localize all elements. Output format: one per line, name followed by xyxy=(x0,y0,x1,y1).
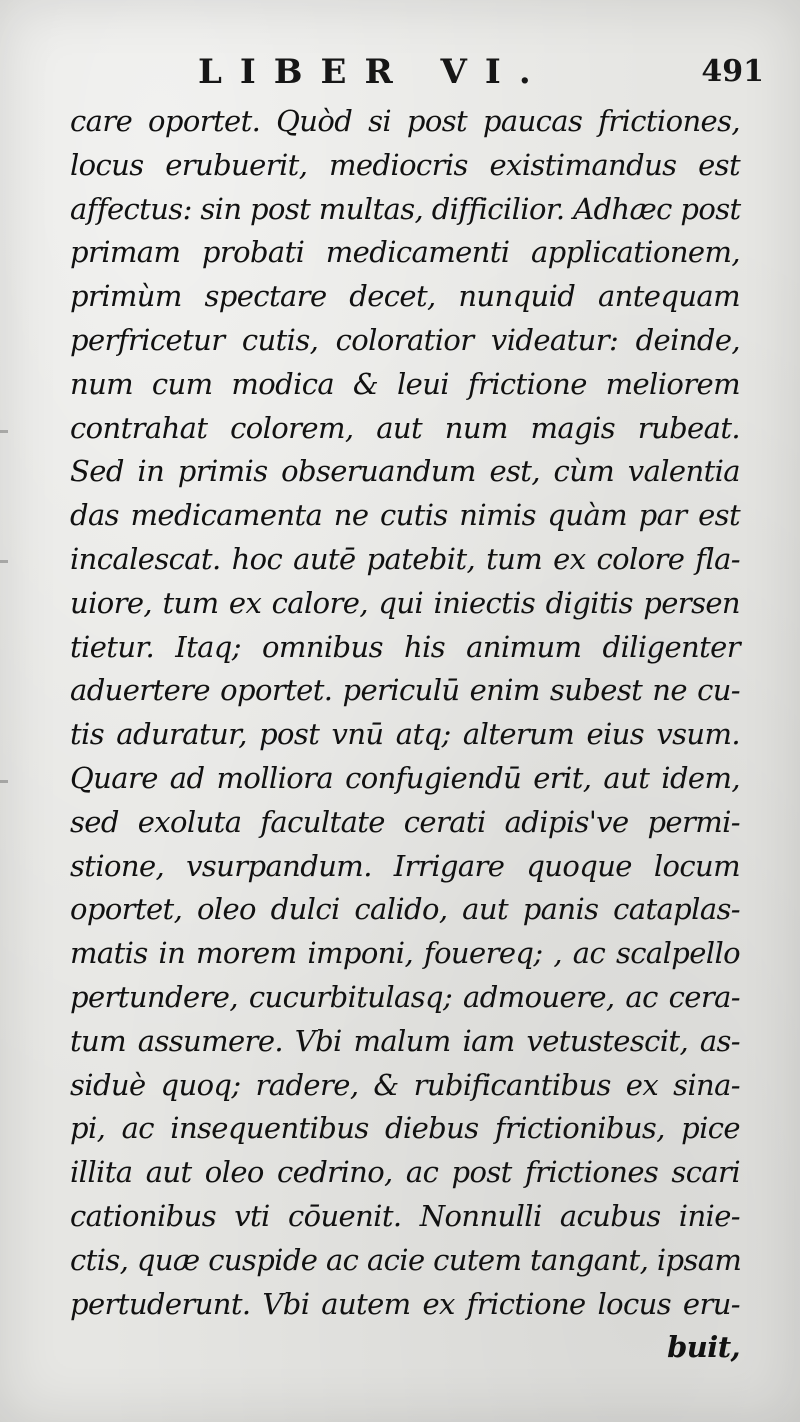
text-line: sed exoluta facultate cerati adipis've permi- xyxy=(70,804,740,839)
text-line: care oportet. Quòd si post paucas frictiones, xyxy=(70,104,740,138)
text-line: oportet, oleo dulci calido, aut panis cataplas- xyxy=(70,892,740,927)
catchword: buit, xyxy=(667,1330,740,1365)
text-line: num cum modica & leui frictione meliorem xyxy=(70,366,740,401)
text-line: stione, vsurpandum. Irrigare quoque locum xyxy=(70,848,740,883)
text-line: locus erubuerit, mediocris existimandus est xyxy=(70,147,740,182)
text-line: pertundere, cucurbitulasq; admouere, ac cera- xyxy=(70,979,740,1014)
running-head xyxy=(0,52,800,92)
text-line: pertuderunt. Vbi autem ex frictione locus eru- xyxy=(70,1286,740,1321)
text-line: incalescat. hoc autē patebit, tum ex colore fla- xyxy=(70,541,740,576)
page-number: 491 xyxy=(701,54,764,89)
text-line: affectus: sin post multas, difficilior. Adhæc post xyxy=(70,191,741,226)
text-line: contrahat colorem, aut num magis rubeat. xyxy=(70,410,740,445)
body-text xyxy=(70,100,740,1370)
text-line: Quare ad molliora confugiendū erit, aut idem, xyxy=(70,760,740,795)
text-line: perfricetur cutis, coloratior videatur: deinde, xyxy=(70,322,740,357)
text-line: cationibus vti cōuenit. Nonnulli acubus inie- xyxy=(70,1198,740,1233)
margin-mark xyxy=(0,560,8,563)
text-line: primùm spectare decet, nunquid antequam xyxy=(70,279,740,314)
text-line: illita aut oleo cedrino, ac post frictiones scari xyxy=(70,1155,740,1190)
text-line: siduè quoq; radere, & rubificantibus ex sina- xyxy=(70,1067,740,1102)
text-line: Sed in primis obseruandum est, cùm valentia xyxy=(70,454,740,489)
text-line: pi, ac insequentibus diebus frictionibus, pice xyxy=(70,1111,740,1146)
running-title: LIBER VI. xyxy=(198,52,549,92)
text-line: aduertere oportet. periculū enim subest ne cu- xyxy=(70,673,740,708)
margin-mark xyxy=(0,430,8,433)
text-line: tietur. Itaq; omnibus his animum diligenter xyxy=(70,629,740,664)
text-line: ctis, quæ cuspide ac acie cutem tangant, ipsam xyxy=(70,1242,742,1277)
margin-mark xyxy=(0,780,8,783)
text-line: tis aduratur, post vnū atq; alterum eius vsum. xyxy=(70,717,740,752)
text-line: matis in morem imponi, fouereq; , ac scalpello xyxy=(70,936,740,971)
text-line: uiore, tum ex calore, qui iniectis digitis persen xyxy=(70,585,740,620)
text-line: das medicamenta ne cutis nimis quàm par est xyxy=(70,498,740,533)
text-line: primam probati medicamenti applicationem, xyxy=(70,235,740,270)
text-line: tum assumere. Vbi malum iam vetustescit, as- xyxy=(70,1023,740,1058)
